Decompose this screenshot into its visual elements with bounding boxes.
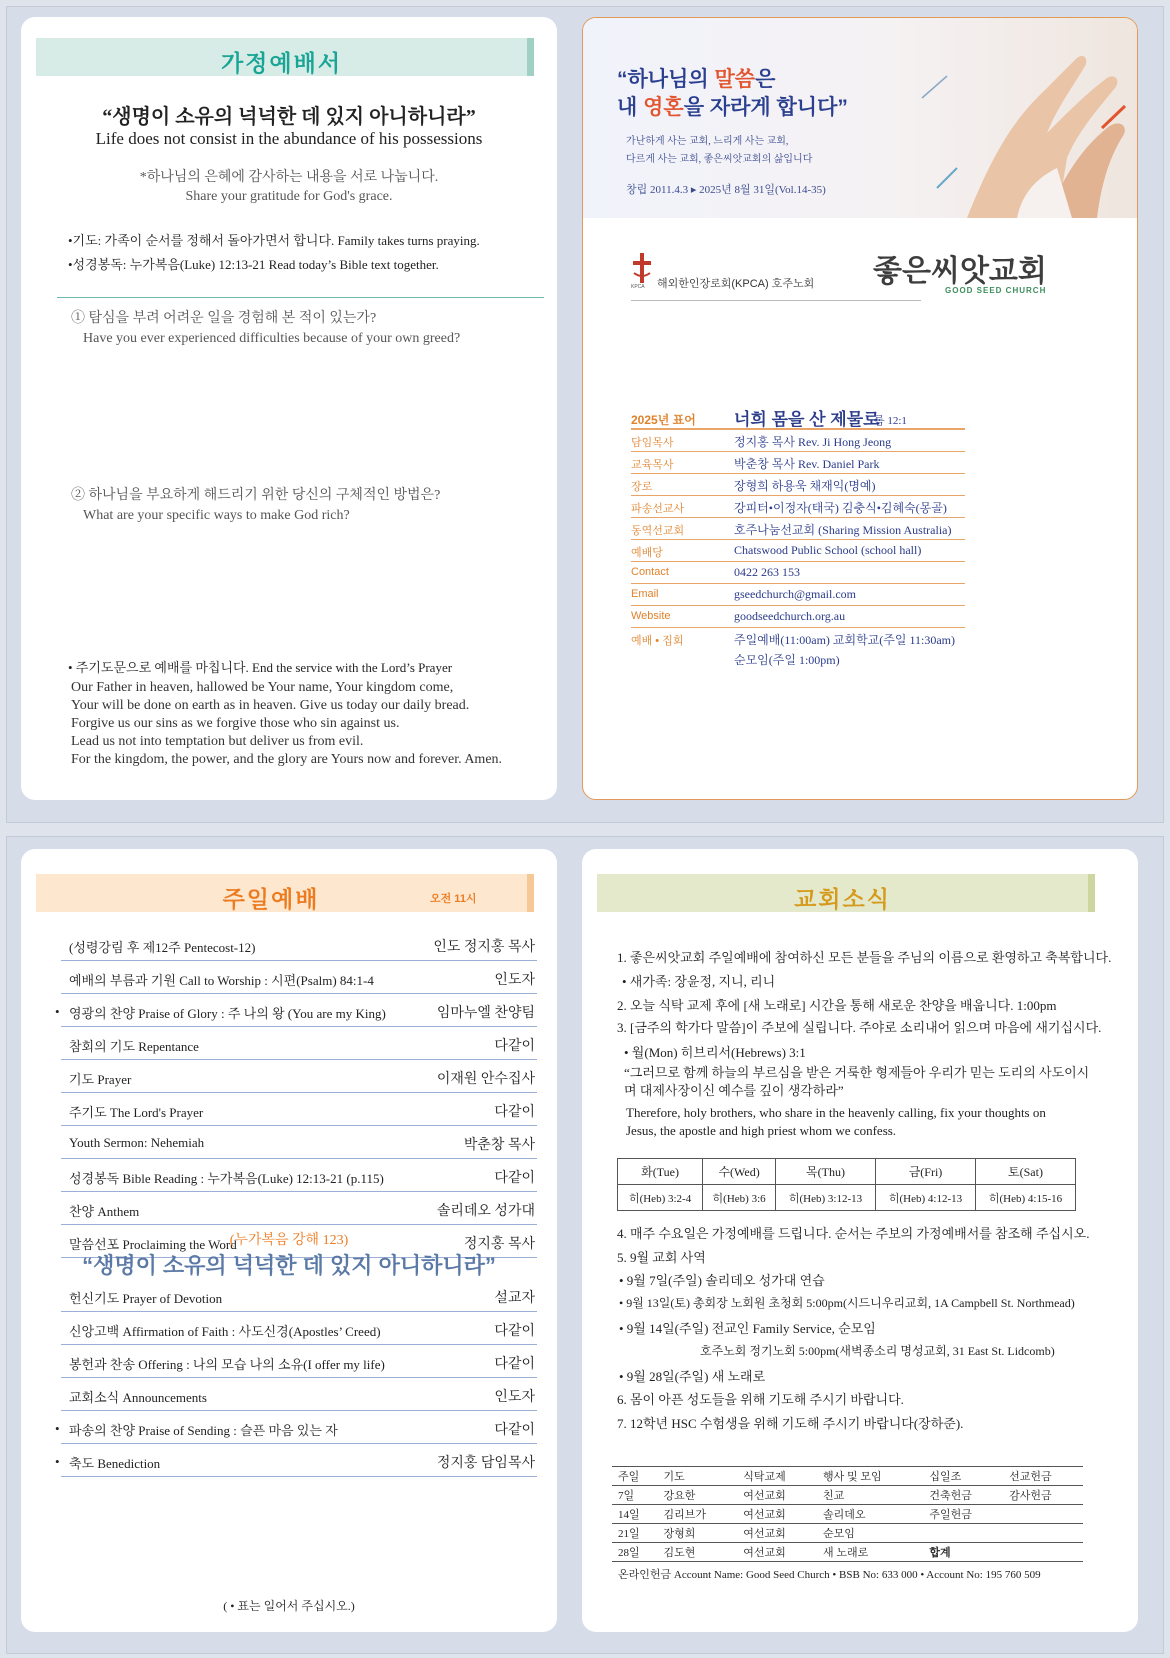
order-item-title: (성령강림 후 제12주 Pentecost-12) [69, 940, 256, 955]
share-instruction [21, 168, 557, 206]
question-1-ko: ① 탐심을 부려 어려운 일을 경험해 본 적이 있는가? [71, 311, 377, 326]
order-item-leader: 인도 정지홍 목사 [433, 940, 535, 955]
duty-header-cell: 식탁교제 [737, 1467, 817, 1486]
duty-cell [923, 1524, 1003, 1543]
order-item-leader: 정지홍 목사 [463, 1237, 535, 1252]
order-item-title: 파송의 찬양 Praise of Sending : 슬픈 마음 있는 자 [69, 1423, 338, 1438]
duty-header-cell: 주일 [612, 1467, 657, 1486]
order-item [61, 928, 537, 961]
order-item [61, 1192, 537, 1225]
question-2-ko: ② 하나님을 부요하게 해드리기 위한 당신의 구체적인 방법은? [71, 488, 441, 503]
share-en: Share your gratitude for God's grace. [185, 189, 393, 204]
info-value: 순모임(주일 1:00pm) [734, 653, 840, 667]
standing-note: ( • 표는 일어서 주십시오.) [223, 1599, 355, 1613]
prayer-line: Our Father in heaven, hallowed be Your name, Your kingdom come, [71, 680, 454, 695]
home-worship-page [21, 17, 557, 800]
church-news-header [597, 874, 1095, 912]
standing-mark: • [55, 1454, 60, 1469]
info-row [631, 540, 965, 562]
info-label: 교육목사 [631, 459, 674, 471]
duty-cell [1003, 1524, 1083, 1543]
info-value: 호주나눔선교회 (Sharing Mission Australia) [734, 523, 952, 537]
prayer-line: Your will be done on earth as in heaven. Give us today our daily bread. [71, 698, 470, 713]
order-item-leader: 정지홍 담임목사 [436, 1456, 535, 1471]
order-item-title: 참회의 기도 Repentance [69, 1039, 199, 1054]
online-offering: 온라인헌금 Account Name: Good Seed Church • BSB No: 633 000 • Account No: 195 760 509 [618, 1569, 1041, 1581]
duty-cell: 김리브가 [657, 1505, 737, 1524]
info-label: 예배 • 집회 [631, 635, 684, 647]
verses-row [618, 1185, 1076, 1211]
day-cell: 화(Tue) [618, 1159, 703, 1185]
news-5-c: • 9월 14일(주일) 전교인 Family Service, 순모임 [619, 1321, 876, 1336]
news-7: 7. 12학년 HSC 수험생을 위해 기도해 주시기 바랍니다(장하준). [617, 1416, 964, 1431]
standing-mark: • [55, 1004, 60, 1019]
order-item-leader: 다같이 [494, 1423, 535, 1438]
church-news-page [582, 849, 1138, 1632]
sermon-title: “생명이 소유의 넉넉한 데 있지 아니하니라” [82, 1253, 496, 1278]
order-item [61, 1126, 537, 1159]
duty-cell: 여선교회 [737, 1524, 817, 1543]
duty-header-cell: 십일조 [923, 1467, 1003, 1486]
standing-mark: • [55, 1421, 60, 1436]
news-4: 4. 매주 수요일은 가정예배를 드립니다. 순서는 주보의 가정예배서를 참조해 주십시오. [617, 1226, 1090, 1241]
duty-cell: 김도현 [657, 1543, 737, 1562]
order-item-title: 기도 Prayer [69, 1072, 132, 1087]
info-rows [631, 430, 965, 672]
order-item [61, 961, 537, 994]
question-1 [71, 309, 460, 349]
duty-header-row [612, 1467, 1083, 1486]
info-value: 주일예배(11:00am) 교회학교(주일 11:30am) [734, 633, 956, 647]
home-worship-title: 가정예배서 [220, 50, 343, 76]
motto-ko: “생명이 소유의 넉넉한 데 있지 아니하니라” [102, 106, 476, 128]
prayer-line: Lead us not into temptation but deliver us from evil. [71, 734, 364, 749]
church-news-title: 교회소식 [794, 886, 891, 912]
duty-cell: 건축헌금 [923, 1486, 1003, 1505]
order-item-title: 예배의 부름과 기원 Call to Worship : 시편(Psalm) 84:1-4 [69, 973, 374, 988]
subtitle-line: 다르게 사는 교회, 좋은씨앗교회의 삶입니다 [626, 154, 813, 165]
duty-row [612, 1543, 1083, 1562]
order-list-2 [55, 1279, 537, 1477]
duty-cell: 순모임 [817, 1524, 923, 1543]
order-item-leader: 다같이 [494, 1324, 535, 1339]
info-label: Email [631, 588, 659, 600]
order-item [55, 1444, 537, 1477]
order-item [61, 1027, 537, 1060]
motto-label: 2025년 표어 [631, 413, 696, 427]
church-name: 좋은씨앗교회 [873, 255, 1047, 288]
duty-cell [1003, 1505, 1083, 1524]
duty-cell: 강요한 [657, 1486, 737, 1505]
info-row [631, 474, 965, 496]
duty-cell: 합계 [923, 1543, 1003, 1562]
question-2 [71, 486, 440, 526]
question-1-en: Have you ever experienced difficulties because of your own greed? [83, 331, 461, 346]
praying-hands-image [897, 18, 1137, 218]
worship-time: 오전 11시 [430, 893, 477, 905]
cover-headline [617, 66, 848, 122]
duty-cell: 주일헌금 [923, 1505, 1003, 1524]
duty-cell: 여선교회 [737, 1543, 817, 1562]
duty-row [612, 1524, 1083, 1543]
duty-cell: 14일 [612, 1505, 657, 1524]
info-value: 장형희 하용욱 채재익(명예) [734, 479, 876, 493]
order-item-title: 성경봉독 Bible Reading : 누가복음(Luke) 12:13-21 (p.115) [69, 1171, 384, 1186]
order-item-leader: 인도자 [494, 1390, 535, 1405]
headline-part: 은 [755, 68, 776, 91]
order-item-title: 영광의 찬양 Praise of Glory : 주 나의 왕 (You are my King) [69, 1006, 386, 1021]
home-worship-header [36, 38, 534, 76]
info-row [631, 518, 965, 540]
verse-cell: 히(Heb) 3:2-4 [618, 1185, 703, 1211]
presbytery-logo [631, 253, 815, 296]
motto-ref: 롬 12:1 [874, 415, 907, 427]
info-value: 박춘창 목사 Rev. Daniel Park [734, 457, 880, 471]
info-value: 강피터•이정자(태국) 김충식•김혜숙(몽골) [734, 501, 947, 515]
verse-cell: 히(Heb) 4:15-16 [975, 1185, 1075, 1211]
news-1: 1. 좋은씨앗교회 주일예배에 참여하신 모든 분들을 주님의 이름으로 환영하고 축복합니다. [617, 950, 1112, 965]
cover-date: 창립 2011.4.3 ▸ 2025년 8월 31일(Vol.14-35) [626, 184, 826, 196]
order-item-leader: 다같이 [494, 1357, 535, 1372]
kpca-mark: KPCA [631, 284, 645, 290]
order-item-title: 주기도 The Lord's Prayer [69, 1105, 204, 1120]
info-value: gseedchurch@gmail.com [734, 587, 857, 601]
duty-cell: 새 노래로 [817, 1543, 923, 1562]
news-3: 3. [금주의 학가다 말씀]이 주보에 실립니다. 주야로 소리내어 읽으며 마음에 새기십시다. [617, 1020, 1102, 1035]
lords-prayer [71, 679, 502, 769]
duty-header-cell: 선교헌금 [1003, 1467, 1083, 1486]
news-3-monday: • 월(Mon) 히브리서(Hebrews) 3:1 [624, 1045, 806, 1060]
headline-highlight: 말씀 [714, 68, 756, 91]
duty-cell: 28일 [612, 1543, 657, 1562]
order-item [61, 1093, 537, 1126]
duty-cell: 7일 [612, 1486, 657, 1505]
order-item [61, 1159, 537, 1192]
sunday-worship-header [36, 874, 534, 912]
church-info-table [631, 404, 965, 672]
order-item-title: 봉헌과 찬송 Offering : 나의 모습 나의 소유(I offer my life) [69, 1357, 385, 1372]
info-label: Website [631, 610, 671, 622]
news-6: 6. 몸이 아픈 성도들을 위해 기도해 주시기 바랍니다. [617, 1392, 904, 1407]
info-row [631, 606, 965, 628]
news-3-verse-ko: “그러므로 함께 하늘의 부르심을 받은 거룩한 형제들아 우리가 믿는 도리의 사도이시며 대제사장이신 예수를 깊이 생각하라” [624, 1065, 1090, 1098]
order-item-leader: 다같이 [494, 1171, 535, 1186]
weekly-verse-table [617, 1158, 1076, 1211]
step-reading: •성경봉독: 누가복음(Luke) 12:13-21 Read today’s Bible text together. [68, 257, 439, 272]
info-label: 파송선교사 [631, 503, 685, 515]
cover-subtitle [626, 133, 812, 169]
step-prayer: •기도: 가족이 순서를 정해서 돌아가면서 합니다. Family takes turns praying. [68, 233, 480, 248]
duty-cell: 여선교회 [737, 1505, 817, 1524]
order-item-title: 축도 Benediction [69, 1456, 161, 1471]
order-item-leader: 다같이 [494, 1105, 535, 1120]
order-item-title: 헌신기도 Prayer of Devotion [69, 1291, 223, 1306]
headline-part: “하나님의 [617, 68, 715, 91]
duty-table [612, 1466, 1083, 1562]
question-2-en: What are your specific ways to make God rich? [83, 508, 350, 523]
share-ko: *하나님의 은혜에 감사하는 내용을 서로 나눕니다. [139, 170, 439, 185]
day-cell: 수(Wed) [703, 1159, 776, 1185]
news-1-newcomers: • 새가족: 장윤정, 지니, 리니 [622, 974, 776, 989]
info-label: 동역선교회 [631, 525, 685, 537]
order-item [61, 1060, 537, 1093]
church-name-en: GOOD SEED CHURCH [945, 286, 1047, 295]
sunday-worship-page [21, 849, 557, 1632]
prayer-line: Forgive us our sins as we forgive those who sin against us. [71, 716, 400, 731]
news-5-d: 호주노회 정기노회 5:00pm(새벽종소리 명성교회, 31 East St. Lidcomb) [700, 1344, 1055, 1358]
info-row [631, 452, 965, 474]
motto-row [631, 404, 965, 430]
duty-cell [1003, 1543, 1083, 1562]
order-item [61, 1378, 537, 1411]
info-row [631, 562, 965, 584]
cover-page [582, 17, 1138, 800]
info-label: 장로 [631, 481, 653, 493]
order-item [61, 1345, 537, 1378]
motto-en: Life does not consist in the abundance of his possessions [95, 129, 483, 148]
order-item-leader: 설교자 [494, 1291, 535, 1306]
order-item-leader: 다같이 [494, 1039, 535, 1054]
duty-cell: 장형희 [657, 1524, 737, 1543]
duty-cell: 여선교회 [737, 1486, 817, 1505]
order-item-title: 말씀선포 Proclaiming the Word [69, 1237, 237, 1252]
headline-part: 을 자라게 합니다” [683, 96, 848, 119]
duty-cell: 감사헌금 [1003, 1486, 1083, 1505]
info-label: Contact [631, 566, 669, 578]
info-value: Chatswood Public School (school hall) [734, 543, 922, 557]
closing-instruction: • 주기도문으로 예배를 마칩니다. End the service with the Lord’s Prayer [68, 660, 453, 675]
duty-cell: 21일 [612, 1524, 657, 1543]
info-value: goodseedchurch.org.au [734, 609, 846, 623]
info-row [631, 430, 965, 452]
info-row [631, 496, 965, 518]
news-5-e: • 9월 28일(주일) 새 노래로 [619, 1369, 766, 1384]
day-cell: 목(Thu) [776, 1159, 876, 1185]
duty-cell: 솔리데오 [817, 1505, 923, 1524]
order-item [61, 1279, 537, 1312]
news-2: 2. 오늘 식탁 교제 후에 [새 노래로] 시간을 통해 새로운 찬양을 배웁니다. 1:00pm [617, 998, 1057, 1013]
logo-divider [631, 300, 921, 301]
divider [57, 297, 544, 298]
duty-row [612, 1486, 1083, 1505]
news-5: 5. 9월 교회 사역 [617, 1250, 706, 1265]
verse-cell: 히(Heb) 3:6 [703, 1185, 776, 1211]
news-5-b: • 9월 13일(토) 총회장 노회원 초청회 5:00pm(시드니우리교회, 1A Campbell St. Northmead) [619, 1296, 1075, 1310]
order-item [61, 1312, 537, 1345]
verse-cell: 히(Heb) 3:12-13 [776, 1185, 876, 1211]
order-item-leader: 이재원 안수집사 [436, 1072, 535, 1087]
duty-header-cell: 기도 [657, 1467, 737, 1486]
info-label: 예배당 [631, 547, 663, 559]
order-item-title: Youth Sermon: Nehemiah [69, 1135, 205, 1150]
sunday-worship-title: 주일예배 [222, 886, 320, 912]
sermon-series: (누가복음 강해 123) [229, 1233, 349, 1248]
duty-row [612, 1505, 1083, 1524]
order-item-title: 신앙고백 Affirmation of Faith : 사도신경(Apostles’ Creed) [69, 1324, 381, 1339]
order-item-leader: 임마누엘 찬양팀 [436, 1006, 535, 1021]
news-5-a: • 9월 7일(주일) 솔리데오 성가대 연습 [619, 1273, 825, 1288]
subtitle-line: 가난하게 사는 교회, 느리게 사는 교회, [626, 136, 789, 147]
info-value: 정지홍 목사 Rev. Ji Hong Jeong [734, 435, 892, 449]
order-item-leader: 솔리데오 성가대 [436, 1204, 535, 1219]
info-row [631, 628, 965, 672]
headline-part: 내 [617, 96, 644, 119]
order-item-title: 교회소식 Announcements [69, 1390, 207, 1405]
duty-header-cell: 행사 및 모임 [817, 1467, 923, 1486]
order-item-title: 찬양 Anthem [69, 1204, 140, 1219]
info-row [631, 584, 965, 606]
prayer-line: For the kingdom, the power, and the glory are Yours now and forever. Amen. [71, 752, 503, 767]
days-row [618, 1159, 1076, 1185]
order-item [55, 1411, 537, 1444]
motto-text: 너희 몸을 산 제물로 [734, 410, 880, 429]
church-logo [873, 246, 1047, 295]
order-item [55, 994, 537, 1027]
verse-cell: 히(Heb) 4:12-13 [876, 1185, 976, 1211]
day-cell: 토(Sat) [975, 1159, 1075, 1185]
info-label: 담임목사 [631, 437, 674, 449]
news-3-verse-en: Therefore, holy brothers, who share in the heavenly calling, fix your thoughts on Jesus, the apostle and high priest whom we confess. [626, 1105, 1046, 1138]
order-item-leader: 박춘창 목사 [463, 1138, 535, 1153]
order-list-1 [55, 928, 537, 1258]
order-item-leader: 인도자 [494, 973, 535, 988]
info-value: 0422 263 153 [734, 565, 800, 579]
duty-cell: 친교 [817, 1486, 923, 1505]
presbytery-name: 해외한인장로회(KPCA) 호주노회 [657, 278, 815, 290]
headline-highlight: 영혼 [643, 96, 684, 119]
day-cell: 금(Fri) [876, 1159, 976, 1185]
